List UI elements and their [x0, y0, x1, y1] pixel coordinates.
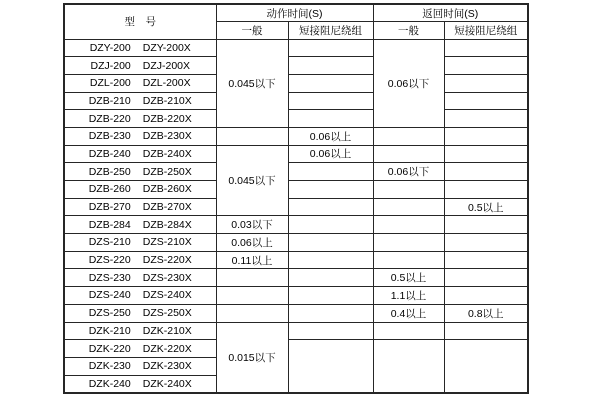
return-damping-header: 短接阻尼绕组 — [444, 22, 528, 40]
action-damping-cell: 0.06以上 — [288, 127, 373, 145]
model-name-pair — [65, 236, 216, 248]
return-damping-cell — [444, 110, 528, 128]
model-name-pair — [65, 60, 216, 72]
action-general-cell: 0.015以下 — [216, 322, 288, 393]
table-row — [64, 74, 528, 92]
return-damping-cell — [444, 163, 528, 181]
action-damping-cell — [288, 198, 373, 216]
model-cell — [64, 39, 216, 57]
model-name-x-variant: DZB-230X — [142, 130, 192, 143]
model-name-x-variant: DZB-240X — [142, 147, 192, 160]
model-name-x-variant: DZS-240X — [142, 289, 192, 302]
model-name-base: DZK-240 — [88, 377, 131, 390]
return-general-cell — [373, 234, 444, 252]
action-damping-cell — [288, 92, 373, 110]
model-name-x-variant: DZB-284X — [142, 218, 192, 231]
model-name-pair — [65, 148, 216, 160]
return-general-header: 一般 — [373, 22, 444, 40]
model-name-base: DZS-230 — [88, 271, 131, 284]
return-general-cell: 1.1以上 — [373, 287, 444, 305]
model-name-x-variant: DZK-240X — [142, 377, 192, 390]
action-damping-cell — [288, 340, 373, 393]
model-name-pair — [65, 219, 216, 231]
model-name-base: DZY-200 — [89, 41, 131, 54]
action-damping-cell — [288, 74, 373, 92]
return-damping-cell — [444, 74, 528, 92]
model-name-base: DZS-210 — [88, 236, 131, 249]
return-general-cell — [373, 322, 444, 340]
return-damping-cell — [444, 57, 528, 75]
model-name-base: DZB-270 — [88, 201, 131, 214]
action-damping-cell — [288, 287, 373, 305]
return-damping-cell — [444, 216, 528, 234]
model-cell — [64, 198, 216, 216]
model-name-x-variant: DZY-200X — [142, 41, 191, 54]
model-name-pair — [65, 113, 216, 125]
table-row — [64, 234, 528, 252]
table-row — [64, 39, 528, 57]
return-general-cell: 0.06以下 — [373, 163, 444, 181]
model-cell — [64, 287, 216, 305]
model-name-x-variant: DZK-220X — [142, 342, 192, 355]
return-general-cell — [373, 181, 444, 199]
model-name-pair — [65, 378, 216, 390]
action-damping-cell — [288, 322, 373, 340]
table-row — [64, 269, 528, 287]
return-general-cell: 0.06以下 — [373, 39, 444, 127]
model-name-pair — [65, 343, 216, 355]
action-damping-cell — [288, 304, 373, 322]
model-cell — [64, 92, 216, 110]
model-cell — [64, 322, 216, 340]
model-name-base: DZB-250 — [88, 165, 131, 178]
model-name-pair — [65, 201, 216, 213]
table-row — [64, 287, 528, 305]
action-damping-cell — [288, 181, 373, 199]
model-name-x-variant: DZB-210X — [142, 94, 192, 107]
return-damping-cell — [444, 39, 528, 57]
model-name-pair — [65, 360, 216, 372]
return-general-cell — [373, 340, 444, 393]
model-name-x-variant: DZB-260X — [142, 183, 192, 196]
model-cell — [64, 304, 216, 322]
return-damping-cell — [444, 234, 528, 252]
action-damping-cell — [288, 110, 373, 128]
model-name-x-variant: DZB-250X — [142, 165, 192, 178]
model-cell — [64, 181, 216, 199]
model-name-x-variant: DZS-220X — [142, 254, 192, 267]
header-row-groups — [64, 4, 528, 22]
model-name-base: DZB-284 — [88, 218, 131, 231]
action-general-cell: 0.06以上 — [216, 234, 288, 252]
action-damping-cell — [288, 57, 373, 75]
model-name-x-variant: DZK-210X — [142, 324, 192, 337]
action-general-cell — [216, 304, 288, 322]
model-cell — [64, 110, 216, 128]
model-cell — [64, 57, 216, 75]
return-damping-cell — [444, 269, 528, 287]
action-time-group-header: 动作时间(S) — [216, 4, 373, 22]
action-damping-cell — [288, 251, 373, 269]
action-general-cell: 0.045以下 — [216, 39, 288, 127]
model-name-pair — [65, 325, 216, 337]
model-name-pair — [65, 254, 216, 266]
table-row — [64, 322, 528, 340]
model-name-base: DZJ-200 — [90, 59, 131, 72]
table-row — [64, 92, 528, 110]
return-damping-cell: 0.5以上 — [444, 198, 528, 216]
model-name-base: DZK-210 — [88, 324, 131, 337]
action-damping-header: 短接阻尼绕组 — [288, 22, 373, 40]
table-row — [64, 216, 528, 234]
table-row — [64, 145, 528, 163]
model-name-pair — [65, 307, 216, 319]
model-name-base: DZB-240 — [88, 147, 131, 160]
model-name-pair — [65, 272, 216, 284]
return-general-cell — [373, 251, 444, 269]
model-name-x-variant: DZB-270X — [142, 201, 192, 214]
model-name-x-variant: DZK-230X — [142, 360, 192, 373]
model-cell — [64, 216, 216, 234]
model-name-base: DZK-230 — [88, 360, 131, 373]
model-name-base: DZS-250 — [88, 307, 131, 320]
return-damping-cell: 0.8以上 — [444, 304, 528, 322]
model-name-x-variant: DZB-220X — [142, 112, 192, 125]
table-row — [64, 57, 528, 75]
return-general-cell — [373, 198, 444, 216]
model-column-header: 型 号 — [64, 4, 216, 39]
table-row — [64, 340, 528, 358]
action-damping-cell: 0.06以上 — [288, 145, 373, 163]
return-general-cell — [373, 127, 444, 145]
model-name-pair — [65, 183, 216, 195]
return-damping-cell — [444, 127, 528, 145]
model-name-pair — [65, 77, 216, 89]
spec-table — [63, 3, 529, 394]
action-damping-cell — [288, 39, 373, 57]
model-name-base: DZK-220 — [88, 342, 131, 355]
return-damping-cell — [444, 340, 528, 393]
table-row — [64, 127, 528, 145]
action-damping-cell — [288, 216, 373, 234]
table-row — [64, 251, 528, 269]
model-cell — [64, 340, 216, 358]
model-name-x-variant: DZS-230X — [142, 271, 192, 284]
model-name-base: DZL-200 — [89, 77, 131, 90]
action-general-cell: 0.045以下 — [216, 145, 288, 216]
model-name-pair — [65, 166, 216, 178]
model-name-base: DZS-240 — [88, 289, 131, 302]
model-cell — [64, 251, 216, 269]
return-damping-cell — [444, 145, 528, 163]
model-name-pair — [65, 289, 216, 301]
table-header — [64, 4, 528, 39]
table-row — [64, 181, 528, 199]
model-cell — [64, 357, 216, 375]
return-general-cell: 0.5以上 — [373, 269, 444, 287]
model-name-pair — [65, 95, 216, 107]
table-body — [64, 39, 528, 393]
model-name-x-variant: DZL-200X — [142, 77, 191, 90]
return-damping-cell — [444, 251, 528, 269]
return-damping-cell — [444, 92, 528, 110]
model-cell — [64, 145, 216, 163]
model-name-pair — [65, 130, 216, 142]
model-cell — [64, 234, 216, 252]
model-name-base: DZB-230 — [88, 130, 131, 143]
action-damping-cell — [288, 269, 373, 287]
model-cell — [64, 127, 216, 145]
table-row — [64, 110, 528, 128]
return-general-cell — [373, 145, 444, 163]
action-general-cell: 0.11以上 — [216, 251, 288, 269]
action-damping-cell — [288, 234, 373, 252]
model-name-base: DZB-210 — [88, 94, 131, 107]
action-damping-cell — [288, 163, 373, 181]
return-damping-cell — [444, 181, 528, 199]
table-row — [64, 304, 528, 322]
action-general-cell: 0.03以下 — [216, 216, 288, 234]
action-general-header: 一般 — [216, 22, 288, 40]
model-name-x-variant: DZJ-200X — [142, 59, 191, 72]
model-name-base: DZS-220 — [88, 254, 131, 267]
return-damping-cell — [444, 287, 528, 305]
model-name-pair — [65, 42, 216, 54]
action-general-cell — [216, 127, 288, 145]
return-time-group-header: 返回时间(S) — [373, 4, 528, 22]
action-general-cell — [216, 269, 288, 287]
model-name-x-variant: DZS-210X — [142, 236, 192, 249]
model-cell — [64, 74, 216, 92]
model-cell — [64, 163, 216, 181]
model-name-x-variant: DZS-250X — [142, 307, 192, 320]
return-damping-cell — [444, 322, 528, 340]
model-name-base: DZB-220 — [88, 112, 131, 125]
model-cell — [64, 375, 216, 393]
return-general-cell: 0.4以上 — [373, 304, 444, 322]
action-general-cell — [216, 287, 288, 305]
model-cell — [64, 269, 216, 287]
return-general-cell — [373, 216, 444, 234]
table-row — [64, 198, 528, 216]
model-name-base: DZB-260 — [88, 183, 131, 196]
table-row — [64, 163, 528, 181]
